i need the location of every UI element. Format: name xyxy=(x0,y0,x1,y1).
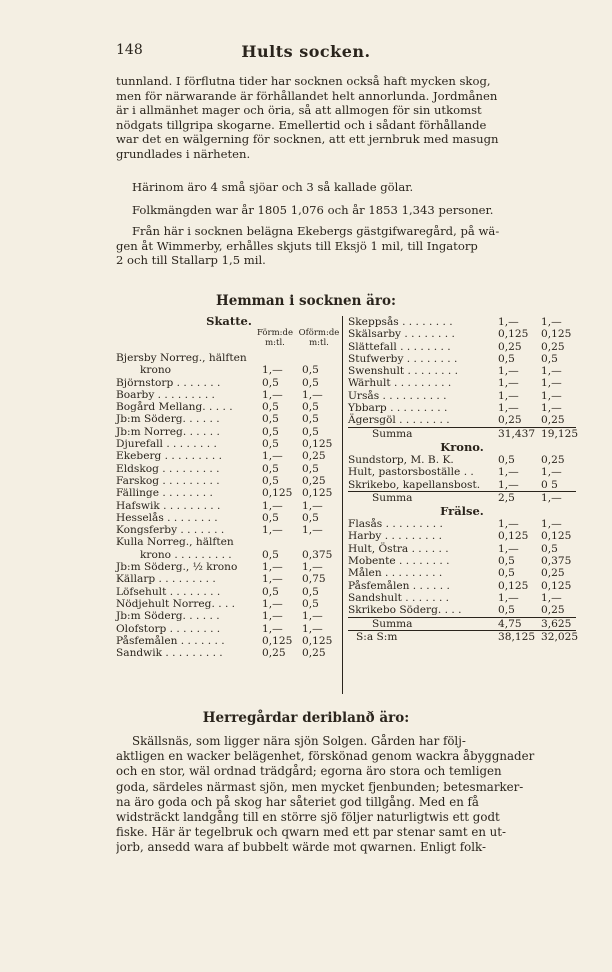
place-name: Nödjehult Norreg. . . . xyxy=(116,597,236,610)
text-line: gen åt Wimmerby, erhålles skjuts till Eksjö 1 mil, till Ingatorp xyxy=(116,238,478,253)
value-formedelt: 0,25 xyxy=(262,647,286,660)
place-name: Påsfemålen . . . . . . . xyxy=(116,634,225,647)
value-oformedelt: 0,25 xyxy=(302,647,326,660)
value-formedelt: 0,5 xyxy=(262,462,279,475)
table-row xyxy=(348,454,576,466)
value-oformedelt: 0,25 xyxy=(541,340,565,353)
herregard-heading: Herregårdar deriblanð äro: xyxy=(202,710,410,726)
place-name: Löfsehult . . . . . . . . xyxy=(116,585,221,598)
text-line: är i allmänhet mager och öria, så att allmogen för sin utkomst xyxy=(116,103,482,118)
column-divider xyxy=(342,316,343,694)
value-oformedelt: 0,5 xyxy=(302,364,319,377)
table-row xyxy=(116,512,342,524)
place-name: Björnstorp . . . . . . . xyxy=(116,376,221,389)
intro-paragraph xyxy=(116,74,574,162)
value-oformedelt: 0,375 xyxy=(541,555,572,568)
value-oformedelt: 1,— xyxy=(302,622,323,635)
right-fralse-rows xyxy=(348,518,576,616)
place-name: Sundstorp, M. B. K. xyxy=(348,453,454,466)
hemman-heading: Hemman i socknen äro: xyxy=(216,293,396,309)
page-header xyxy=(0,42,612,64)
value-oformedelt: 1,— xyxy=(541,365,562,378)
table-row xyxy=(116,413,342,425)
value-formedelt: 0,5 xyxy=(262,474,279,487)
value-formedelt: 1,— xyxy=(498,542,519,555)
text-line: widsträckt landgång till en större sjö följer naturligtwis ett godt xyxy=(116,810,500,825)
table-row xyxy=(116,635,342,647)
sum-label: Summa xyxy=(372,617,413,630)
value-oformedelt: 1,— xyxy=(541,591,562,604)
table-row xyxy=(116,389,342,401)
text-line: nödgats tillgripa skogarne. Emellertid och i sådant förhållande xyxy=(116,117,487,132)
table-row xyxy=(348,518,576,530)
sum-value-1: 31,437 xyxy=(498,427,536,440)
value-oformedelt: 0,5 xyxy=(541,542,558,555)
value-oformedelt: 0,5 xyxy=(302,585,319,598)
value-formedelt: 1,— xyxy=(262,524,283,537)
value-oformedelt: 0,375 xyxy=(302,548,333,561)
place-name: Stufwerby . . . . . . . . xyxy=(348,352,458,365)
value-oformedelt: 0 5 xyxy=(541,478,558,491)
value-oformedelt: 0,5 xyxy=(302,401,319,414)
place-name: Harby . . . . . . . . . xyxy=(348,530,442,543)
place-name: Skeppsås . . . . . . . . xyxy=(348,316,453,328)
section-heading-fralse: Frälse. xyxy=(440,504,484,519)
value-formedelt: 1,— xyxy=(262,364,283,377)
table-row xyxy=(348,390,576,402)
value-oformedelt: 0,125 xyxy=(302,634,333,647)
table-row xyxy=(116,524,342,536)
value-formedelt: 1,— xyxy=(498,466,519,479)
text-line: 2 och till Stallarp 1,5 mil. xyxy=(116,253,266,268)
value-oformedelt: 1,— xyxy=(541,402,562,415)
value-oformedelt: 0,25 xyxy=(541,414,565,427)
table-row xyxy=(348,567,576,579)
table-row xyxy=(116,549,342,561)
value-formedelt: 1,— xyxy=(498,402,519,415)
value-formedelt: 1,— xyxy=(498,365,519,378)
place-name: Mobente . . . . . . . . xyxy=(348,555,450,568)
sum-row-fralse xyxy=(348,617,576,630)
value-formedelt: 0,5 xyxy=(262,511,279,524)
value-formedelt: 0,5 xyxy=(498,555,515,568)
place-name: Hult, Östra . . . . . . xyxy=(348,542,449,555)
text-line: Folkmängden war år 1805 1,076 och år 1853 1,343 personer. xyxy=(132,203,494,217)
value-oformedelt: 0,125 xyxy=(541,579,572,592)
place-name: Ekeberg . . . . . . . . . xyxy=(116,450,222,463)
value-formedelt: 1,— xyxy=(262,450,283,463)
sum-value-2: 19,125 xyxy=(541,427,579,440)
value-oformedelt: 0,25 xyxy=(541,604,565,617)
table-row xyxy=(348,316,576,328)
value-formedelt: 1,— xyxy=(498,316,519,328)
text-line: men för närwarande är förhållandet helt annorlunda. Jordmånen xyxy=(116,88,498,103)
place-name: Påsfemålen . . . . . . xyxy=(348,579,450,592)
value-formedelt: 0,5 xyxy=(262,585,279,598)
table-row xyxy=(348,580,576,592)
place-name: Bjersby Norreg., hälften xyxy=(116,352,247,364)
place-name: krono xyxy=(140,364,172,377)
grand-sum-value-2: 32,025 xyxy=(541,630,579,643)
text-line: aktligen en wacker belägenhet, förskönad genom wackra åbyggnader xyxy=(116,749,535,764)
value-formedelt: 0,5 xyxy=(498,567,515,580)
column-header-oformedelt: Oförm:de m:tl. xyxy=(298,328,340,348)
value-oformedelt: 0,75 xyxy=(302,573,326,586)
value-oformedelt: 1,— xyxy=(541,389,562,402)
table-row xyxy=(116,500,342,512)
text-line: Skällsnäs, som ligger nära sjön Solgen. Gården har följ- xyxy=(132,734,466,748)
table-row xyxy=(348,592,576,604)
place-name: Flasås . . . . . . . . . xyxy=(348,518,443,531)
place-name: Jb:m Söderg. . . . . . xyxy=(116,610,220,623)
value-formedelt: 0,125 xyxy=(262,634,293,647)
place-name: Skrikebo Söderg. . . . xyxy=(348,604,462,617)
text-line: och en stor, wäl ordnad trädgård; egorna äro stora och temligen xyxy=(116,764,502,779)
value-formedelt: 0,5 xyxy=(498,453,515,466)
value-oformedelt: 1,— xyxy=(302,561,323,574)
value-oformedelt: 1,— xyxy=(302,499,323,512)
text-line: grundlades i närheten. xyxy=(116,146,251,161)
table-row xyxy=(116,352,342,364)
value-oformedelt: 0,25 xyxy=(541,567,565,580)
text-line: Från här i socknen belägna Ekebergs gästgifwaregård, på wä- xyxy=(132,224,500,238)
place-name: Swenshult . . . . . . . . xyxy=(348,365,459,378)
lakes-paragraph xyxy=(132,180,574,195)
grand-sum-label: S:a S:m xyxy=(356,630,398,643)
place-name: Jb:m Söderg., ½ krono xyxy=(116,561,238,574)
herregard-paragraph xyxy=(116,734,574,856)
value-formedelt: 0,125 xyxy=(498,579,529,592)
table-row xyxy=(348,479,576,491)
value-formedelt: 0,25 xyxy=(498,340,522,353)
place-name: Kulla Norreg., hälften xyxy=(116,536,234,549)
right-table xyxy=(348,316,579,643)
table-row xyxy=(116,377,342,389)
right-krono-rows xyxy=(348,454,576,491)
place-name: Hult, pastorsboställe . . xyxy=(348,466,474,479)
value-oformedelt: 0,25 xyxy=(302,450,326,463)
table-row xyxy=(348,530,576,542)
place-name: Skälsarby . . . . . . . . xyxy=(348,328,455,341)
place-name: Jb:m Söderg. . . . . . xyxy=(116,413,220,426)
value-formedelt: 1,— xyxy=(262,610,283,623)
section-heading-krono: Krono. xyxy=(440,439,484,454)
grand-sum-value-1: 38,125 xyxy=(498,630,536,643)
column-header-formedelt: Förm:de m:tl. xyxy=(256,328,293,348)
value-oformedelt: 0,125 xyxy=(541,530,572,543)
place-name: krono . . . . . . . . . xyxy=(140,548,232,561)
value-oformedelt: 0,5 xyxy=(541,352,558,365)
value-formedelt: 1,— xyxy=(498,591,519,604)
sum-value-2: 1,— xyxy=(541,491,562,504)
value-oformedelt: 1,— xyxy=(541,518,562,531)
text-line: Härinom äro 4 små sjöar och 3 så kallade gölar. xyxy=(132,180,414,194)
value-formedelt: 1,— xyxy=(262,622,283,635)
value-formedelt: 1,— xyxy=(498,518,519,531)
place-name: Jb:m Norreg. . . . . . xyxy=(116,425,220,438)
value-formedelt: 0,5 xyxy=(262,425,279,438)
grand-sum-row xyxy=(348,630,579,643)
value-formedelt: 1,— xyxy=(498,389,519,402)
table-row xyxy=(116,598,342,610)
table-row xyxy=(348,414,576,426)
place-name: Djurefall . . . . . . . . xyxy=(116,438,217,451)
value-oformedelt: 0,125 xyxy=(541,328,572,341)
table-row xyxy=(348,555,576,567)
value-formedelt: 1,— xyxy=(262,561,283,574)
sum-value-1: 4,75 xyxy=(498,617,522,630)
population-paragraph xyxy=(132,203,574,218)
table-row xyxy=(116,401,342,413)
running-title: Hults socken. xyxy=(241,42,371,61)
sum-value-2: 3,625 xyxy=(541,617,572,630)
text-line: war det en wälgerning för socknen, att ett jernbruk med masugn xyxy=(116,132,499,147)
value-formedelt: 0,5 xyxy=(262,438,279,451)
value-formedelt: 1,— xyxy=(262,573,283,586)
place-name: Ursås . . . . . . . . . . xyxy=(348,389,447,402)
value-formedelt: 0,125 xyxy=(498,530,529,543)
value-oformedelt: 1,— xyxy=(541,377,562,390)
place-name: Fällinge . . . . . . . . xyxy=(116,487,213,500)
left-table xyxy=(116,314,342,659)
right-skatte-rows xyxy=(348,316,576,427)
left-table-rows xyxy=(116,352,342,659)
place-name: Slättefall . . . . . . . . xyxy=(348,340,451,353)
table-row xyxy=(348,377,576,389)
table-row xyxy=(348,543,576,555)
value-oformedelt: 1,— xyxy=(302,610,323,623)
sum-value-1: 2,5 xyxy=(498,491,515,504)
table-row xyxy=(348,365,576,377)
table-row xyxy=(348,466,576,478)
value-formedelt: 0,5 xyxy=(498,604,515,617)
place-name: Källarp . . . . . . . . . xyxy=(116,573,216,586)
value-formedelt: 1,— xyxy=(262,597,283,610)
place-name: Wärhult . . . . . . . . . xyxy=(348,377,452,390)
sum-label: Summa xyxy=(372,427,413,440)
place-name: Hesselås . . . . . . . . xyxy=(116,511,218,524)
value-formedelt: 0,125 xyxy=(498,328,529,341)
value-formedelt: 0,25 xyxy=(498,414,522,427)
text-line: tunnland. I förflutna tider har socknen också haft mycken skog, xyxy=(116,74,491,88)
text-line: jorb, ansedd wara af bubbelt wärde mot qwarnen. Enligt folk- xyxy=(116,840,486,855)
table-row xyxy=(116,438,342,450)
value-oformedelt: 0,5 xyxy=(302,425,319,438)
value-oformedelt: 1,— xyxy=(541,466,562,479)
value-oformedelt: 0,125 xyxy=(302,487,333,500)
place-name: Boarby . . . . . . . . . xyxy=(116,388,215,401)
table-row xyxy=(348,328,576,340)
place-name: Skrikebo, kapellansbost. xyxy=(348,478,481,491)
value-oformedelt: 0,125 xyxy=(302,438,333,451)
value-oformedelt: 0,5 xyxy=(302,376,319,389)
place-name: Sandwik . . . . . . . . . xyxy=(116,647,223,660)
place-name: Målen . . . . . . . . . xyxy=(348,567,443,580)
page-number: 148 xyxy=(116,42,143,58)
value-oformedelt: 0,5 xyxy=(302,597,319,610)
value-formedelt: 0,125 xyxy=(262,487,293,500)
text-line: goda, särdeles närmast sjön, men mycket fjenbunden; betesmarker- xyxy=(116,779,524,794)
text-line: fiske. Här är tegelbruk och qwarn med ett par stenar samt en ut- xyxy=(116,825,506,840)
table-row xyxy=(348,341,576,353)
value-oformedelt: 0,5 xyxy=(302,462,319,475)
place-name: Sandshult . . . . . . . xyxy=(348,591,450,604)
table-row xyxy=(116,536,342,548)
value-formedelt: 1,— xyxy=(262,388,283,401)
table-row xyxy=(116,426,342,438)
place-name: Ybbarp . . . . . . . . . xyxy=(348,402,448,415)
distances-paragraph xyxy=(116,224,574,268)
table-row xyxy=(116,487,342,499)
section-heading-skatte: Skatte. xyxy=(206,314,252,328)
place-name: Hafswik . . . . . . . . . xyxy=(116,499,221,512)
table-row xyxy=(116,450,342,462)
value-oformedelt: 0,25 xyxy=(302,474,326,487)
value-formedelt: 0,5 xyxy=(262,401,279,414)
sum-row-krono xyxy=(348,491,576,504)
table-row xyxy=(116,561,342,573)
table-row xyxy=(116,463,342,475)
column-headers xyxy=(116,328,342,352)
table-row xyxy=(116,610,342,622)
value-formedelt: 1,— xyxy=(498,478,519,491)
table-row xyxy=(348,353,576,365)
table-row xyxy=(116,475,342,487)
table-row xyxy=(116,573,342,585)
table-row xyxy=(116,586,342,598)
sum-label: Summa xyxy=(372,491,413,504)
value-formedelt: 0,5 xyxy=(498,352,515,365)
table-row xyxy=(116,623,342,635)
value-oformedelt: 0,5 xyxy=(302,413,319,426)
table-row xyxy=(348,402,576,414)
value-oformedelt: 1,— xyxy=(302,524,323,537)
text-line: na äro goda och på skog har såteriet god tillgång. Med en få xyxy=(116,794,479,809)
table-row xyxy=(348,604,576,616)
place-name: Olofstorp . . . . . . . . xyxy=(116,622,221,635)
value-oformedelt: 0,5 xyxy=(302,511,319,524)
place-name: Eldskog . . . . . . . . . xyxy=(116,462,220,475)
value-oformedelt: 1,— xyxy=(302,388,323,401)
value-oformedelt: 0,25 xyxy=(541,453,565,466)
place-name: Kongsferby . . . . . . . xyxy=(116,524,225,537)
value-formedelt: 0,5 xyxy=(262,376,279,389)
value-oformedelt: 1,— xyxy=(541,316,562,328)
sum-row-skatte xyxy=(348,427,579,440)
table-row xyxy=(116,647,342,659)
value-formedelt: 1,— xyxy=(498,377,519,390)
value-formedelt: 0,5 xyxy=(262,413,279,426)
place-name: Bogård Mellang. . . . . xyxy=(116,401,233,414)
table-row xyxy=(116,364,342,376)
place-name: Farskog . . . . . . . . . xyxy=(116,474,220,487)
value-formedelt: 0,5 xyxy=(262,548,279,561)
place-name: Ägersgöl . . . . . . . . xyxy=(348,414,450,427)
value-formedelt: 1,— xyxy=(262,499,283,512)
